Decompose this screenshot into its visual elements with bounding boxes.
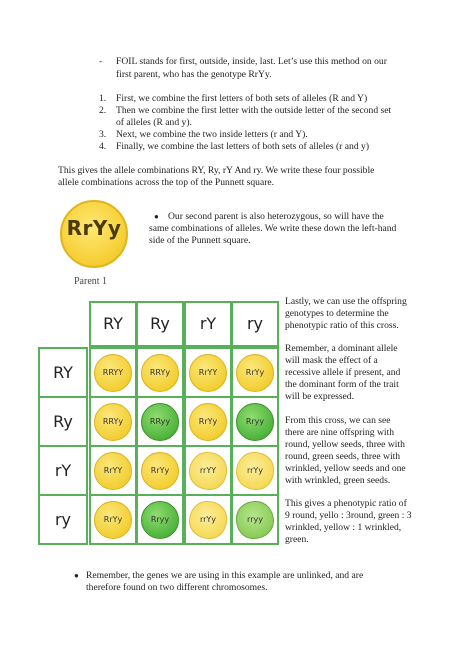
step-text: Then we combine the first letter with the outside letter of the second set: [116, 105, 392, 116]
punnett-cell: [89, 396, 137, 447]
seed-round-y: [94, 501, 132, 539]
intro-line-2: first parent, who has the genotype RrYy.: [116, 69, 272, 80]
right-text-line: with wrinkled, green seeds.: [285, 475, 391, 486]
seed-round-y: [94, 354, 132, 392]
offspring-genotype: RRYY: [102, 367, 124, 377]
offspring-genotype: Rryy: [245, 416, 265, 426]
step-number: 1.: [99, 93, 107, 104]
offspring-genotype: RrYY: [198, 367, 218, 377]
offspring-genotype: RrYy: [198, 416, 218, 426]
offspring-genotype: RrYy: [245, 367, 265, 377]
right-text-line: will be expressed.: [285, 391, 355, 402]
punnett-cell: [89, 347, 137, 398]
seed-wrink-y: [236, 452, 274, 490]
step-number: 2.: [99, 105, 107, 116]
step-text: of alleles (R and y).: [116, 117, 192, 128]
seed-round-g: [141, 403, 179, 441]
offspring-genotype: Rryy: [150, 514, 170, 524]
step-text: Next, we combine the two inside letters (r and Y).: [116, 129, 308, 140]
seed-round-y: [189, 403, 227, 441]
offspring-genotype: RRYy: [149, 367, 171, 377]
seed-round-g: [236, 403, 274, 441]
seed-round-y: [189, 354, 227, 392]
seed-round-y: [141, 452, 179, 490]
right-text-line: round, green seeds, three with: [285, 451, 401, 462]
punnett-left-header: ry: [38, 494, 88, 545]
right-text-line: green.: [285, 534, 309, 545]
offspring-genotype: RrYY: [103, 465, 123, 475]
punnett-top-header: rY: [184, 301, 232, 347]
seed-round-y: [94, 452, 132, 490]
right-text-line: From this cross, we can see: [285, 415, 391, 426]
punnett-cell: [136, 445, 184, 496]
punnett-left-header: rY: [38, 445, 88, 496]
seed-round-g: [141, 501, 179, 539]
seed-wrink-y: [189, 501, 227, 539]
offspring-genotype: RrYy: [103, 514, 123, 524]
bullet: ●: [154, 212, 159, 221]
punnett-left-header: Ry: [38, 396, 88, 447]
right-text-line: recessive allele if present, and: [285, 367, 401, 378]
right-text-line: genotypes to determine the: [285, 308, 389, 319]
offspring-genotype: rrYy: [246, 465, 264, 475]
offspring-genotype: RrYy: [150, 465, 170, 475]
punnett-cell: [89, 494, 137, 545]
punnett-left-header: RY: [38, 347, 88, 398]
punnett-cell: [89, 445, 137, 496]
right-text-line: wrinkled, yellow : 1 wrinkled,: [285, 522, 402, 533]
punnett-top-header: Ry: [136, 301, 184, 347]
second-parent-line-3: side of the Punnett square.: [149, 235, 251, 246]
bullet: ●: [74, 571, 79, 580]
seed-wrink-y: [189, 452, 227, 490]
parent-genotype: RrYy: [66, 216, 122, 240]
right-text-line: the dominant form of the trait: [285, 379, 399, 390]
seed-round-y: [236, 354, 274, 392]
right-text-line: will mask the effect of a: [285, 355, 378, 366]
punnett-cell: [231, 396, 279, 447]
right-text-line: 9 round, yello : 3round, green : 3: [285, 510, 412, 521]
summary-line-1: This gives the allele combinations RY, Ry, rY And ry. We write these four possible: [58, 165, 375, 176]
footer-line-1: Remember, the genes we are using in this example are unlinked, and are: [86, 570, 364, 581]
offspring-genotype: rrYY: [199, 465, 217, 475]
punnett-cell: [184, 494, 232, 545]
step-number: 4.: [99, 141, 107, 152]
intro-line-1: FOIL stands for first, outside, inside, last. Let’s use this method on our: [116, 56, 387, 67]
parent-label: Parent 1: [74, 276, 108, 287]
step-number: 3.: [99, 129, 107, 140]
right-text-line: Lastly, we can use the offspring: [285, 296, 407, 307]
right-text-line: there are nine offspring with: [285, 427, 395, 438]
seed-wrink-g: [236, 501, 274, 539]
step-text: Finally, we combine the last letters of both sets of alleles (r and y): [116, 141, 370, 152]
footer-line-2: therefore found on two different chromosomes.: [86, 582, 268, 593]
intro-dash: -: [99, 56, 103, 67]
right-text-line: Remember, a dominant allele: [285, 343, 398, 354]
punnett-cell: [136, 494, 184, 545]
punnett-cell: [184, 445, 232, 496]
right-text-line: This gives a phenotypic ratio of: [285, 498, 407, 509]
seed-round-y: [141, 354, 179, 392]
parent-seed-image: [60, 200, 128, 268]
offspring-genotype: rryy: [247, 514, 263, 524]
punnett-cell: [231, 494, 279, 545]
second-parent-line-1: Our second parent is also heterozygous, so will have the: [168, 211, 384, 222]
punnett-cell: [184, 396, 232, 447]
punnett-cell: [184, 347, 232, 398]
offspring-genotype: RRyy: [149, 416, 171, 426]
seed-round-y: [94, 403, 132, 441]
offspring-genotype: RRYy: [102, 416, 124, 426]
offspring-genotype: rrYy: [199, 514, 217, 524]
right-text-line: round, yellow seeds, three with: [285, 439, 405, 450]
punnett-top-header: RY: [89, 301, 137, 347]
right-text-line: wrinkled, yellow seeds and one: [285, 463, 406, 474]
second-parent-line-2: same combinations of alleles. We write these down the left-hand: [149, 223, 397, 234]
right-text-line: phenotypic ratio of this cross.: [285, 320, 399, 331]
punnett-cell: [136, 396, 184, 447]
punnett-cell: [231, 445, 279, 496]
punnett-top-header: ry: [231, 301, 279, 347]
punnett-cell: [231, 347, 279, 398]
summary-line-2: allele combinations across the top of the Punnett square.: [58, 177, 275, 188]
punnett-cell: [136, 347, 184, 398]
step-text: First, we combine the first letters of both sets of alleles (R and Y): [116, 93, 368, 104]
